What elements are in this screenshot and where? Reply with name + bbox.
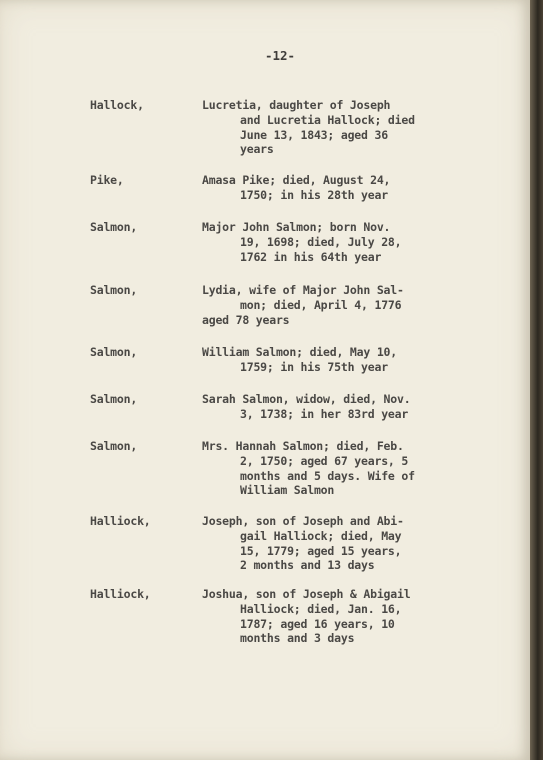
entry-line: months and 5 days. Wife of	[240, 468, 415, 483]
entry-line: June 13, 1843; aged 36	[240, 127, 388, 142]
entry-surname: Salmon,	[90, 345, 138, 359]
entry-description	[202, 392, 522, 422]
entry-surname: Salmon,	[90, 392, 138, 406]
entry-description	[202, 587, 522, 646]
entry-surname: Salmon,	[90, 220, 138, 234]
entry-surname: Halliock,	[90, 587, 151, 601]
entry-line: aged 78 years	[202, 312, 290, 327]
entry-description	[202, 439, 522, 498]
entry-line: 15, 1779; aged 15 years,	[240, 543, 402, 558]
entry-description	[202, 514, 522, 573]
entry-description	[202, 220, 522, 264]
entry-line: 2 months and 13 days	[240, 558, 375, 573]
entry-line: Mrs. Hannah Salmon; died, Feb.	[202, 439, 404, 453]
entry-description	[202, 173, 522, 203]
entry-line: Joshua, son of Joseph & Abigail	[202, 587, 411, 601]
entry-surname: Halliock,	[90, 514, 151, 528]
book-edge	[530, 0, 543, 760]
entry-surname: Salmon,	[90, 283, 138, 297]
entry-line: William Salmon; died, May 10,	[202, 345, 397, 359]
entry-line: 3, 1738; in her 83rd year	[240, 406, 409, 421]
entry-line: 1787; aged 16 years, 10	[240, 616, 395, 631]
entry-description	[202, 283, 522, 327]
entry-surname: Salmon,	[90, 439, 138, 453]
entry-description	[202, 98, 522, 157]
entry-line: Lucretia, daughter of Joseph	[202, 98, 391, 112]
entry-line: William Salmon	[240, 483, 335, 498]
entry-surname: Hallock,	[90, 98, 144, 112]
entry-line: 1762 in his 64th year	[240, 249, 382, 264]
page-number: -12-	[264, 48, 296, 63]
entry-line: gail Halliock; died, May	[240, 528, 402, 543]
entry-line: Sarah Salmon, widow, died, Nov.	[202, 392, 411, 406]
entry-line: years	[240, 142, 274, 157]
entry-line: 19, 1698; died, July 28,	[240, 234, 402, 249]
entry-line: 1759; in his 75th year	[240, 359, 388, 374]
entry-line: 2, 1750; aged 67 years, 5	[240, 453, 409, 468]
entry-line: and Lucretia Hallock; died	[240, 112, 415, 127]
entry-line: Joseph, son of Joseph and Abi-	[202, 514, 404, 528]
entry-line: Lydia, wife of Major John Sal-	[202, 283, 404, 297]
entry-line: 1750; in his 28th year	[240, 187, 388, 202]
entry-line: Amasa Pike; died, August 24,	[202, 173, 391, 187]
entry-line: Halliock; died, Jan. 16,	[240, 601, 402, 616]
entry-line: mon; died, April 4, 1776	[240, 297, 402, 312]
entry-line: Major John Salmon; born Nov.	[202, 220, 391, 234]
entry-description	[202, 345, 522, 375]
entry-line: months and 3 days	[240, 631, 355, 646]
entry-surname: Pike,	[90, 173, 124, 187]
